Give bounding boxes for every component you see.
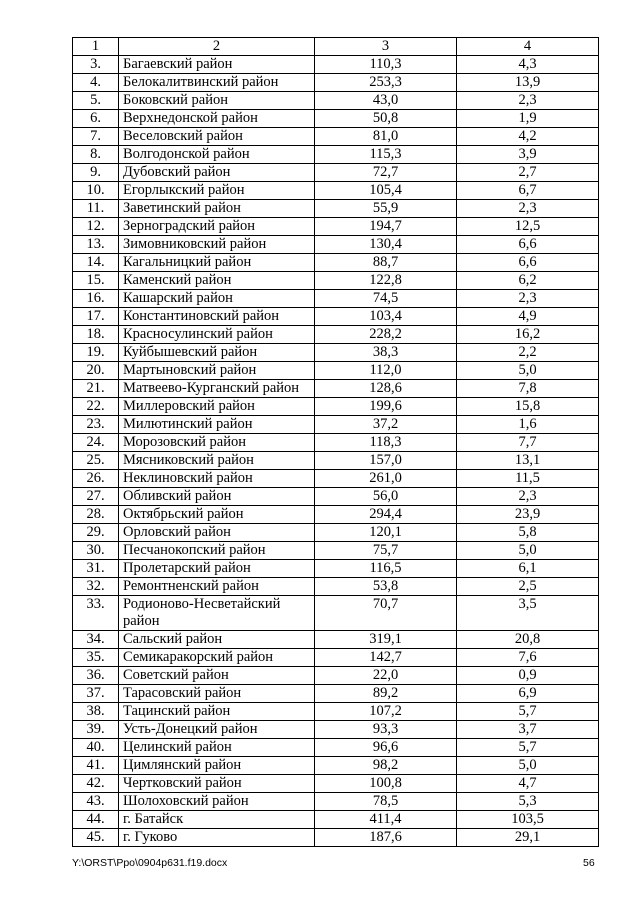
table-row [73,326,599,344]
district-name-cell: Неклиновский район [119,470,315,488]
value-col4-cell: 4,3 [457,56,599,74]
row-number-cell: 14. [73,254,119,272]
row-number-cell: 34. [73,631,119,649]
header-cell-1: 1 [73,38,119,56]
value-col4-cell: 16,2 [457,326,599,344]
table-row [73,667,599,685]
row-number-cell: 45. [73,829,119,847]
row-number-cell: 39. [73,721,119,739]
value-col3-cell: 100,8 [315,775,457,793]
value-col4-cell: 3,9 [457,146,599,164]
table-row [73,649,599,667]
district-name-cell: г. Батайск [119,811,315,829]
row-number-cell: 24. [73,434,119,452]
value-col4-cell: 15,8 [457,398,599,416]
value-col3-cell: 22,0 [315,667,457,685]
table-row [73,829,599,847]
row-number-cell: 44. [73,811,119,829]
value-col3-cell: 78,5 [315,793,457,811]
district-name-cell: Милютинский район [119,416,315,434]
page-number: 56 [583,857,595,869]
district-name-cell: Тацинский район [119,703,315,721]
table-body [73,38,599,847]
row-number-cell: 16. [73,290,119,308]
table-row [73,416,599,434]
value-col3-cell: 37,2 [315,416,457,434]
value-col3-cell: 55,9 [315,200,457,218]
value-col3-cell: 411,4 [315,811,457,829]
table-row [73,434,599,452]
row-number-cell: 42. [73,775,119,793]
value-col3-cell: 294,4 [315,506,457,524]
value-col4-cell: 5,8 [457,524,599,542]
row-number-cell: 19. [73,344,119,362]
row-number-cell: 23. [73,416,119,434]
row-number-cell: 9. [73,164,119,182]
district-name-cell: Красносулинский район [119,326,315,344]
value-col3-cell: 56,0 [315,488,457,506]
value-col4-cell: 1,6 [457,416,599,434]
row-number-cell: 38. [73,703,119,721]
row-number-cell: 37. [73,685,119,703]
value-col4-cell: 1,9 [457,110,599,128]
district-name-cell: Цимлянский район [119,757,315,775]
value-col4-cell: 0,9 [457,667,599,685]
district-name-cell: Пролетарский район [119,560,315,578]
row-number-cell: 18. [73,326,119,344]
row-number-cell: 26. [73,470,119,488]
table-row [73,236,599,254]
table-row [73,308,599,326]
value-col3-cell: 98,2 [315,757,457,775]
district-name-cell: Константиновский район [119,308,315,326]
value-col3-cell: 128,6 [315,380,457,398]
data-table [72,37,599,847]
value-col4-cell: 4,9 [457,308,599,326]
row-number-cell: 3. [73,56,119,74]
row-number-cell: 11. [73,200,119,218]
value-col4-cell: 2,7 [457,164,599,182]
row-number-cell: 22. [73,398,119,416]
value-col3-cell: 199,6 [315,398,457,416]
district-name-cell: Песчанокопский район [119,542,315,560]
table-row [73,560,599,578]
row-number-cell: 31. [73,560,119,578]
table-row [73,398,599,416]
footer-file-path: Y:\ORST\Ppo\0904p631.f19.docx [72,857,228,869]
district-name-cell: Заветинский район [119,200,315,218]
district-name-cell: Усть-Донецкий район [119,721,315,739]
table-row [73,542,599,560]
value-col3-cell: 107,2 [315,703,457,721]
value-col4-cell: 4,7 [457,775,599,793]
header-cell-3: 3 [315,38,457,56]
district-name-cell: Зимовниковский район [119,236,315,254]
table-row [73,721,599,739]
table-row [73,524,599,542]
district-name-cell: Семикаракорский район [119,649,315,667]
value-col4-cell: 12,5 [457,218,599,236]
row-number-cell: 33. [73,596,119,631]
row-number-cell: 5. [73,92,119,110]
value-col4-cell: 2,3 [457,92,599,110]
value-col3-cell: 53,8 [315,578,457,596]
table-row [73,578,599,596]
table-row [73,218,599,236]
table-row [73,380,599,398]
value-col3-cell: 261,0 [315,470,457,488]
table-row [73,200,599,218]
header-row [73,38,599,56]
table-row [73,488,599,506]
value-col3-cell: 75,7 [315,542,457,560]
row-number-cell: 6. [73,110,119,128]
value-col4-cell: 2,5 [457,578,599,596]
value-col3-cell: 50,8 [315,110,457,128]
table-row [73,811,599,829]
value-col4-cell: 6,1 [457,560,599,578]
table-row [73,182,599,200]
row-number-cell: 43. [73,793,119,811]
row-number-cell: 21. [73,380,119,398]
district-name-cell: Шолоховский район [119,793,315,811]
value-col3-cell: 253,3 [315,74,457,92]
value-col3-cell: 74,5 [315,290,457,308]
row-number-cell: 8. [73,146,119,164]
header-cell-2: 2 [119,38,315,56]
district-name-cell: Боковский район [119,92,315,110]
value-col4-cell: 13,9 [457,74,599,92]
value-col3-cell: 43,0 [315,92,457,110]
district-name-cell: Дубовский район [119,164,315,182]
district-name-cell: Кагальницкий район [119,254,315,272]
value-col3-cell: 110,3 [315,56,457,74]
row-number-cell: 20. [73,362,119,380]
value-col4-cell: 7,8 [457,380,599,398]
value-col4-cell: 6,7 [457,182,599,200]
district-name-cell: Матвеево-Курганский район [119,380,315,398]
district-name-cell: Сальский район [119,631,315,649]
district-name-cell: Волгодонской район [119,146,315,164]
district-name-cell: Чертковский район [119,775,315,793]
row-number-cell: 41. [73,757,119,775]
value-col3-cell: 105,4 [315,182,457,200]
value-col3-cell: 81,0 [315,128,457,146]
value-col4-cell: 3,5 [457,596,599,631]
value-col4-cell: 3,7 [457,721,599,739]
district-name-cell: Багаевский район [119,56,315,74]
district-name-cell: Морозовский район [119,434,315,452]
district-name-cell: Миллеровский район [119,398,315,416]
table-row [73,128,599,146]
row-number-cell: 28. [73,506,119,524]
row-number-cell: 13. [73,236,119,254]
value-col4-cell: 7,7 [457,434,599,452]
district-name-cell: Мясниковский район [119,452,315,470]
value-col3-cell: 194,7 [315,218,457,236]
table-row [73,739,599,757]
table-row [73,470,599,488]
value-col4-cell: 11,5 [457,470,599,488]
value-col4-cell: 5,3 [457,793,599,811]
district-name-cell: Целинский район [119,739,315,757]
district-name-cell: Веселовский район [119,128,315,146]
value-col4-cell: 5,7 [457,703,599,721]
table-row [73,685,599,703]
value-col3-cell: 157,0 [315,452,457,470]
table-row [73,596,599,631]
value-col4-cell: 2,2 [457,344,599,362]
value-col4-cell: 23,9 [457,506,599,524]
row-number-cell: 10. [73,182,119,200]
table-row [73,164,599,182]
table-row [73,506,599,524]
district-name-cell: Обливский район [119,488,315,506]
district-name-cell: г. Гуково [119,829,315,847]
value-col4-cell: 6,6 [457,254,599,272]
value-col3-cell: 112,0 [315,362,457,380]
row-number-cell: 30. [73,542,119,560]
value-col3-cell: 88,7 [315,254,457,272]
district-name-cell: Тарасовский район [119,685,315,703]
row-number-cell: 15. [73,272,119,290]
district-name-cell: Советский район [119,667,315,685]
row-number-cell: 32. [73,578,119,596]
value-col4-cell: 2,3 [457,200,599,218]
value-col4-cell: 13,1 [457,452,599,470]
value-col3-cell: 228,2 [315,326,457,344]
value-col4-cell: 103,5 [457,811,599,829]
value-col3-cell: 89,2 [315,685,457,703]
table-row [73,290,599,308]
value-col3-cell: 142,7 [315,649,457,667]
table-row [73,793,599,811]
table-row [73,775,599,793]
value-col3-cell: 115,3 [315,146,457,164]
value-col3-cell: 122,8 [315,272,457,290]
value-col4-cell: 2,3 [457,290,599,308]
table-row [73,146,599,164]
header-cell-4: 4 [457,38,599,56]
district-name-cell: Родионово-Несветайский район [119,596,315,631]
district-name-cell: Верхнедонской район [119,110,315,128]
value-col4-cell: 6,2 [457,272,599,290]
value-col4-cell: 20,8 [457,631,599,649]
value-col4-cell: 4,2 [457,128,599,146]
value-col3-cell: 319,1 [315,631,457,649]
table-row [73,631,599,649]
value-col4-cell: 5,0 [457,362,599,380]
value-col3-cell: 187,6 [315,829,457,847]
value-col3-cell: 116,5 [315,560,457,578]
row-number-cell: 7. [73,128,119,146]
district-name-cell: Орловский район [119,524,315,542]
district-name-cell: Зерноградский район [119,218,315,236]
row-number-cell: 17. [73,308,119,326]
row-number-cell: 4. [73,74,119,92]
table-row [73,757,599,775]
table-row [73,452,599,470]
value-col4-cell: 7,6 [457,649,599,667]
value-col4-cell: 6,9 [457,685,599,703]
value-col3-cell: 130,4 [315,236,457,254]
value-col3-cell: 103,4 [315,308,457,326]
district-name-cell: Кашарский район [119,290,315,308]
district-name-cell: Каменский район [119,272,315,290]
table-row [73,56,599,74]
value-col3-cell: 72,7 [315,164,457,182]
value-col4-cell: 5,0 [457,542,599,560]
table-row [73,703,599,721]
value-col4-cell: 5,0 [457,757,599,775]
value-col3-cell: 96,6 [315,739,457,757]
row-number-cell: 25. [73,452,119,470]
value-col4-cell: 2,3 [457,488,599,506]
row-number-cell: 27. [73,488,119,506]
row-number-cell: 36. [73,667,119,685]
value-col4-cell: 29,1 [457,829,599,847]
district-name-cell: Куйбышевский район [119,344,315,362]
district-name-cell: Егорлыкский район [119,182,315,200]
value-col4-cell: 6,6 [457,236,599,254]
value-col3-cell: 70,7 [315,596,457,631]
row-number-cell: 40. [73,739,119,757]
value-col3-cell: 118,3 [315,434,457,452]
table-row [73,362,599,380]
district-name-cell: Октябрьский район [119,506,315,524]
district-name-cell: Белокалитвинский район [119,74,315,92]
value-col3-cell: 120,1 [315,524,457,542]
table-row [73,92,599,110]
value-col3-cell: 38,3 [315,344,457,362]
row-number-cell: 12. [73,218,119,236]
table-row [73,110,599,128]
district-name-cell: Ремонтненский район [119,578,315,596]
table-row [73,344,599,362]
table-row [73,272,599,290]
table-row [73,74,599,92]
value-col4-cell: 5,7 [457,739,599,757]
table-row [73,254,599,272]
district-name-cell: Мартыновский район [119,362,315,380]
row-number-cell: 29. [73,524,119,542]
row-number-cell: 35. [73,649,119,667]
value-col3-cell: 93,3 [315,721,457,739]
